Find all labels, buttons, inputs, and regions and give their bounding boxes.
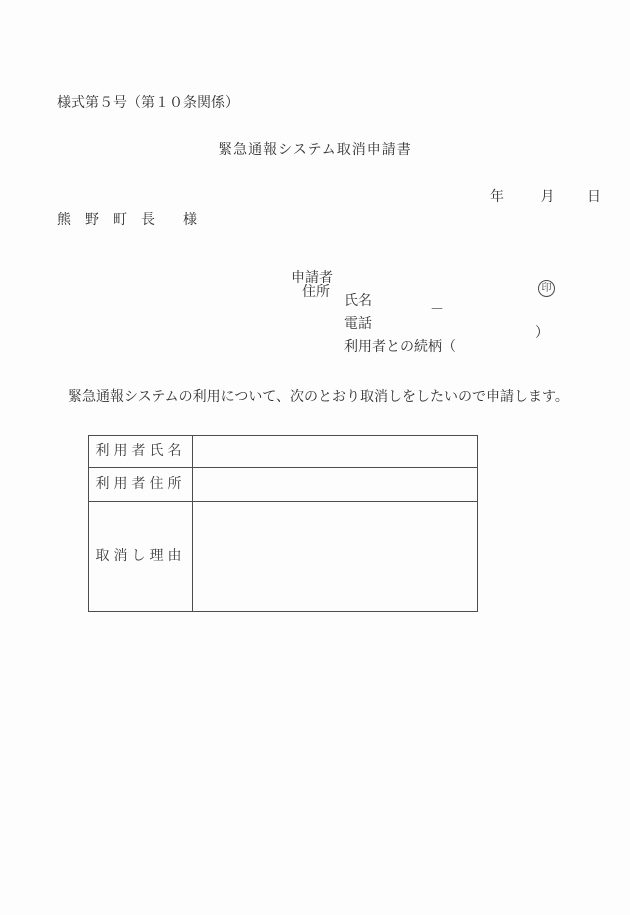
phone-dash: － [430, 303, 444, 318]
row-label-user-name: 利用者氏名 [89, 436, 193, 468]
row-value-user-name [193, 436, 478, 468]
date-month-label: 月 [540, 190, 555, 205]
date-line [490, 191, 601, 205]
body-text: 緊急通報システムの利用について、次のとおり取消しをしたいので申請します。 [68, 390, 569, 405]
row-label-cancel-reason: 取消し理由 [89, 502, 193, 612]
date-day-label: 日 [587, 190, 601, 205]
phone-label: 電話 [344, 317, 372, 332]
relation-label: 利用者との続柄（ [344, 340, 456, 355]
row-value-cancel-reason [193, 502, 478, 612]
form-table [88, 435, 478, 612]
applicant-address-line [277, 258, 333, 314]
address-label: 住所 [302, 285, 330, 300]
applicant-relation-line [330, 327, 560, 383]
row-value-user-address [193, 468, 478, 502]
relation-close-paren: ） [535, 326, 549, 341]
seal-icon: 印 [538, 280, 555, 297]
table-row-user-address [89, 468, 478, 502]
name-label: 氏名 [344, 294, 372, 309]
row-label-user-address: 利用者住所 [89, 468, 193, 502]
table-row-cancel-reason [89, 502, 478, 612]
applicant-label: 申請者 [291, 271, 333, 286]
form-number: 様式第５号（第１０条関係） [57, 96, 239, 111]
table-row-user-name [89, 436, 478, 468]
document-title: 緊急通報システム取消申請書 [218, 143, 412, 158]
date-year-label: 年 [490, 190, 504, 205]
addressee: 熊 野 町 長 様 [57, 213, 197, 228]
